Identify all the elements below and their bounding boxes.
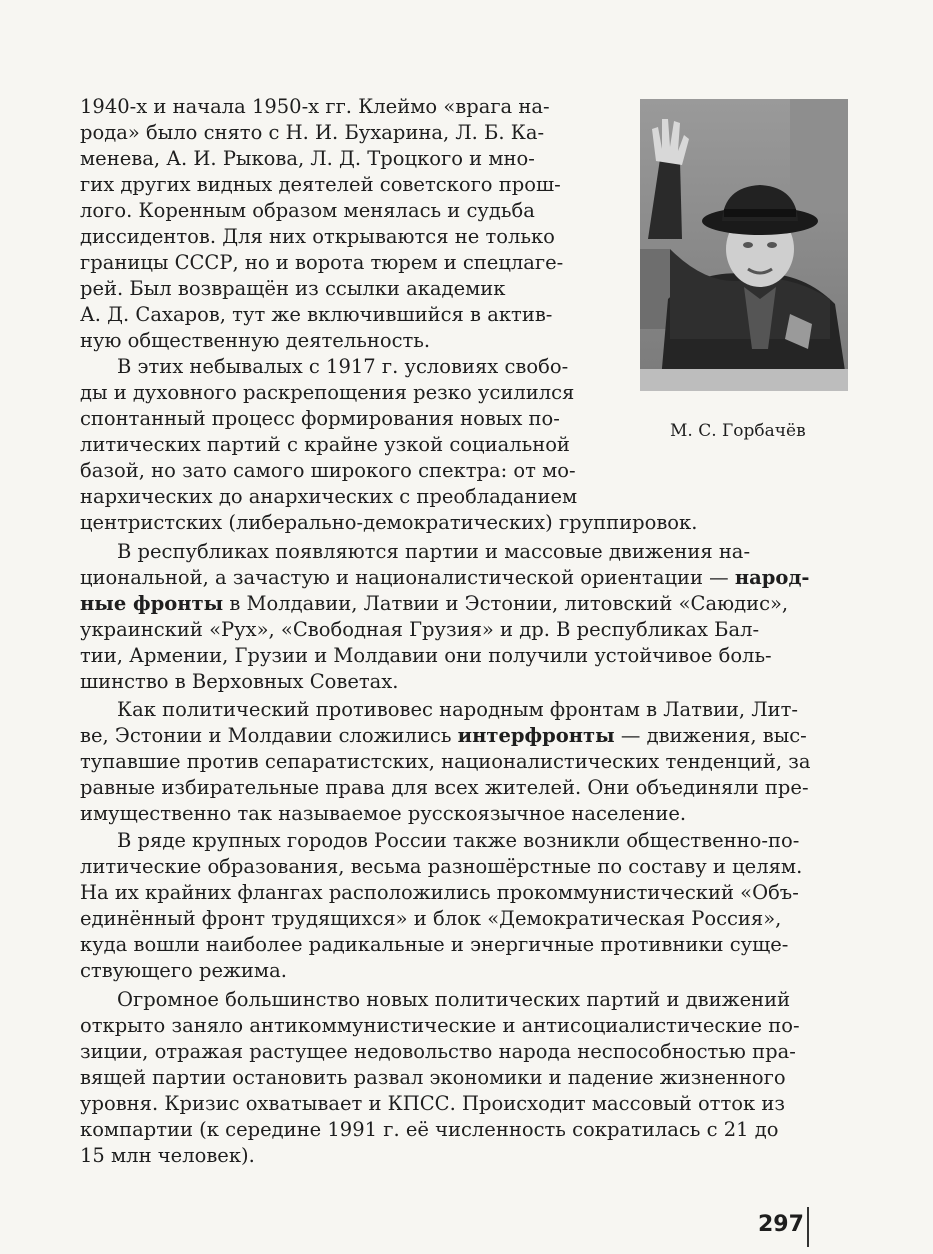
- text-line: В республиках появляются партии и массовые движения на-: [117, 540, 751, 563]
- text-run: — движения, выс-: [614, 724, 807, 747]
- text-line: компартии (к середине 1991 г. её численность сократилась с 21 до: [80, 1118, 779, 1141]
- text-line: тупавшие против сепаратистских, националистических тенденций, за: [80, 750, 811, 773]
- term-bold: интерфронты: [457, 724, 615, 747]
- text-line: имущественно так называемое русскоязычное население.: [80, 802, 687, 825]
- portrait-photo: [640, 99, 848, 391]
- text-line: открыто заняло антикоммунистические и антисоциалистические по-: [80, 1014, 800, 1037]
- text-line: В ряде крупных городов России также возникли общественно-по-: [117, 829, 800, 852]
- page-number-divider: [807, 1207, 809, 1247]
- text-line: тии, Армении, Грузии и Молдавии они получили устойчивое боль-: [80, 644, 772, 667]
- text-run: ве, Эстонии и Молдавии сложились: [80, 724, 458, 747]
- text-line: А. Д. Сахаров, тут же включившийся в актив-: [80, 303, 553, 326]
- text-line: Огромное большинство новых политических партий и движений: [117, 988, 791, 1011]
- text-line: шинство в Верховных Советах.: [80, 670, 399, 693]
- text-run: в Молдавии, Латвии и Эстонии, литовский «Саюдис»,: [223, 592, 789, 615]
- text-line: рода» было снято с Н. И. Бухарина, Л. Б. Ка-: [80, 121, 545, 144]
- portrait-illustration: [640, 99, 848, 391]
- text-line: Как политический противовес народным фронтам в Латвии, Лит-: [117, 698, 798, 721]
- text-line: 15 млн человек).: [80, 1144, 255, 1167]
- text-line: лого. Коренным образом менялась и судьба: [80, 199, 535, 222]
- text-line: границы СССР, но и ворота тюрем и спецлаге-: [80, 251, 564, 274]
- text-line: равные избирательные права для всех жителей. Они объединяли пре-: [80, 776, 809, 799]
- text-line: базой, но зато самого широкого спектра: от мо-: [80, 459, 576, 482]
- text-line: ную общественную деятельность.: [80, 329, 431, 352]
- text-line: украинский «Рух», «Свободная Грузия» и др. В республиках Бал-: [80, 618, 760, 641]
- text-line: нархических до анархических с преобладанием: [80, 485, 578, 508]
- photo-caption: М. С. Горбачёв: [670, 421, 806, 441]
- text-line: диссидентов. Для них открываются не только: [80, 225, 555, 248]
- text-line: [80, 591, 788, 617]
- text-line: [80, 565, 810, 591]
- text-run: циональной, а зачастую и националистической ориентации —: [80, 566, 735, 589]
- term-bold: ные фронты: [80, 592, 224, 615]
- text-line: На их крайних флангах расположились прокоммунистический «Объ-: [80, 881, 799, 904]
- text-line: литических партий с крайне узкой социальной: [80, 433, 570, 456]
- text-line: [80, 723, 807, 749]
- text-line: гих других видных деятелей советского прош-: [80, 173, 561, 196]
- page-number: 297: [758, 1212, 804, 1237]
- text-line: уровня. Кризис охватывает и КПСС. Происходит массовый отток из: [80, 1092, 786, 1115]
- text-line: ствующего режима.: [80, 959, 287, 982]
- text-line: зиции, отражая растущее недовольство народа неспособностью пра-: [80, 1040, 796, 1063]
- text-line: 1940-х и начала 1950-х гг. Клеймо «врага на-: [80, 95, 550, 118]
- text-line: менева, А. И. Рыкова, Л. Д. Троцкого и мно-: [80, 147, 535, 170]
- text-line: рей. Был возвращён из ссылки академик: [80, 277, 506, 300]
- text-line: единённый фронт трудящихся» и блок «Демократическая Россия»,: [80, 907, 782, 930]
- text-line: В этих небывалых с 1917 г. условиях свобо-: [117, 355, 569, 378]
- text-line: ды и духовного раскрепощения резко усилился: [80, 381, 575, 404]
- text-line: спонтанный процесс формирования новых по-: [80, 407, 560, 430]
- text-line: центристских (либерально-демократических) группировок.: [80, 511, 698, 534]
- text-line: куда вошли наиболее радикальные и энергичные противники суще-: [80, 933, 789, 956]
- term-bold: народ-: [734, 566, 810, 589]
- text-line: вящей партии остановить развал экономики и падение жизненного: [80, 1066, 786, 1089]
- text-line: литические образования, весьма разношёрстные по составу и целям.: [80, 855, 803, 878]
